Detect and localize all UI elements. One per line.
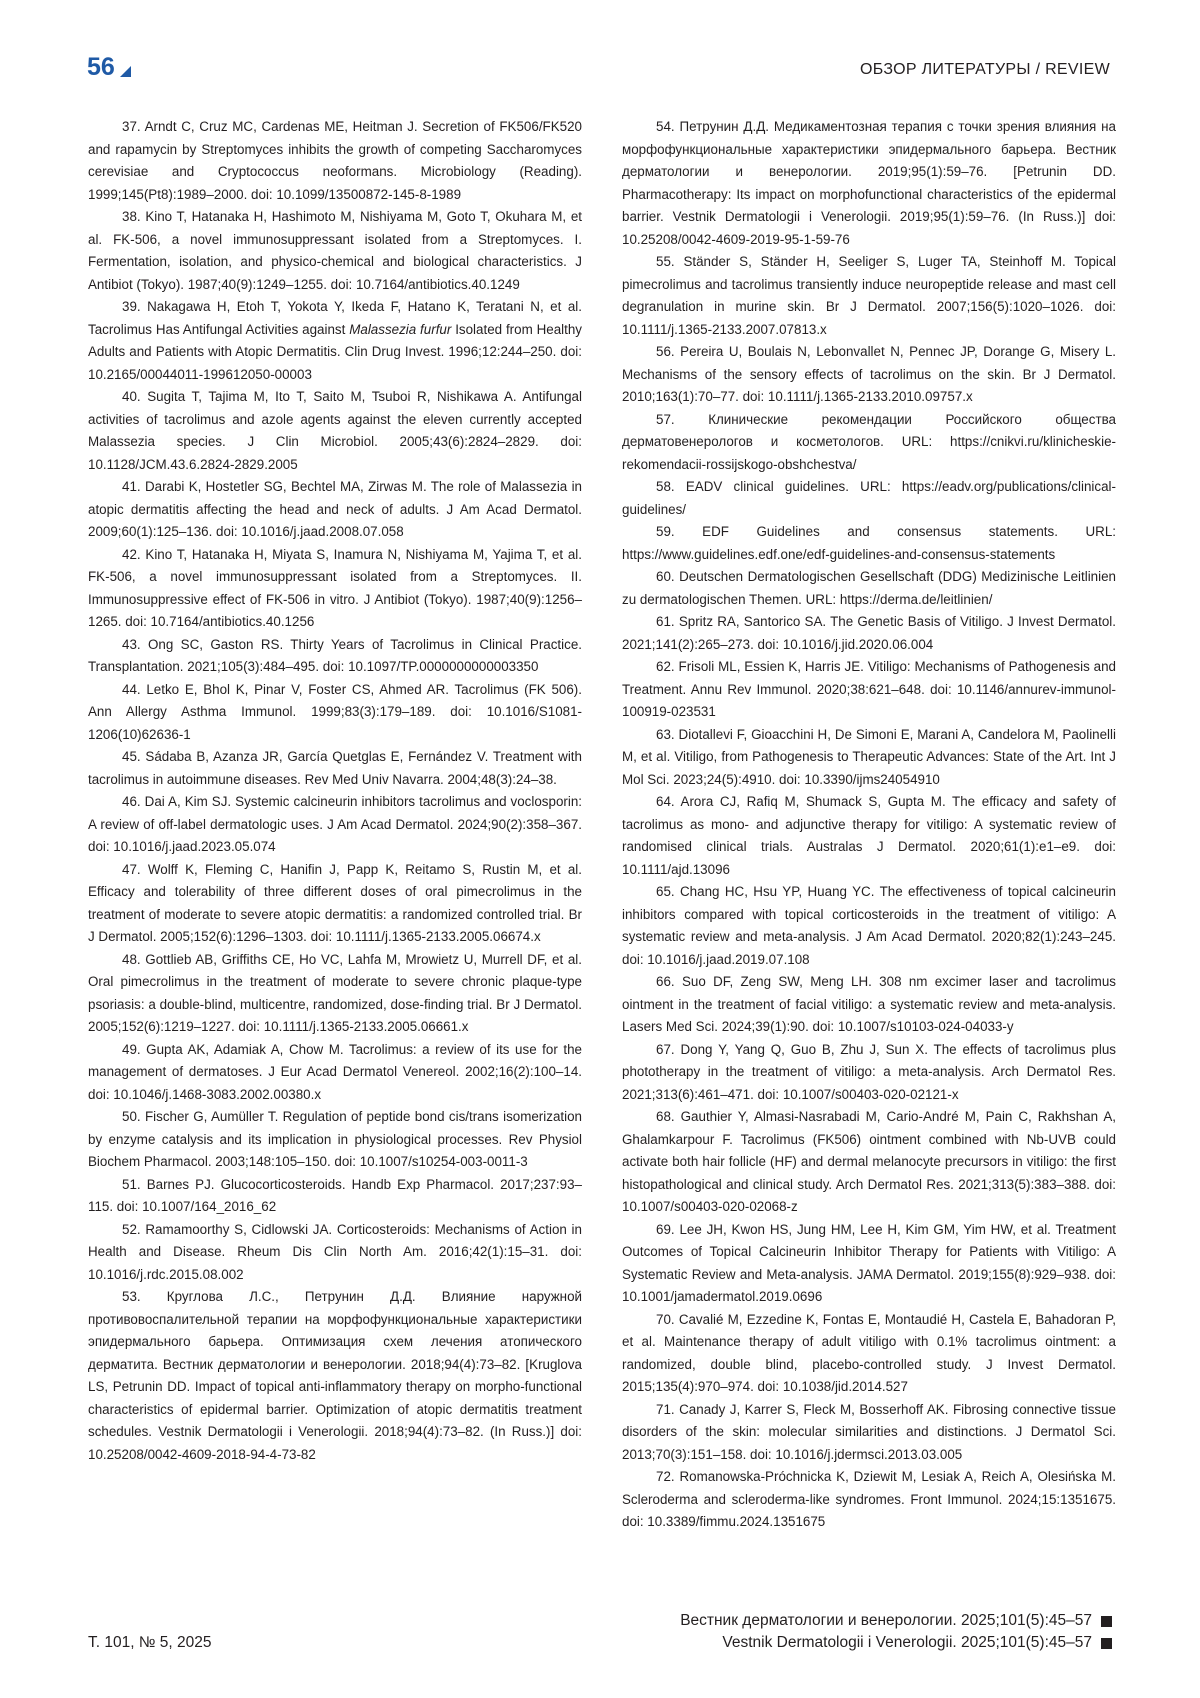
reference-item: 69. Lee JH, Kwon HS, Jung HM, Lee H, Kim GM, Yim HW, et al. Treatment Outcomes of Topical Calcineurin Inhibitor Therapy for Patients with Vitiligo: A Systematic Review and Meta-analysis. JAMA Dermatol. 2019;155(8):929–938. doi: 10.1001/jamadermatol.2019.0696	[622, 1221, 1116, 1304]
reference-item: 39. Nakagawa H, Etoh T, Yokota Y, Ikeda F, Hatano K, Teratani N, et al. Tacrolimus Has Antifungal Activities against Malassezia furfur Isolated from Healthy Adults and Patients with Atopic Dermatitis. Clin Drug Invest. 1996;12:244–250. doi: 10.2165/00044011-199612050-00003	[88, 299, 583, 382]
reference-item: 70. Cavalié M, Ezzedine K, Fontas E, Montaudié H, Castela E, Bahadoran P, et al. Maintenance therapy of adult vitiligo with 0.1% tacrolimus ointment: a randomized, double blind, placebo-controlled study. J Invest Dermatol. 2015;135(4):970–974. doi: 10.1038/jid.2014.527	[622, 1311, 1116, 1394]
reference-item: 41. Darabi K, Hostetler SG, Bechtel MA, Zirwas M. The role of Malassezia in atopic dermatitis affecting the head and neck of adults. J Am Acad Dermatol. 2009;60(1):125–136. doi: 10.1016/j.jaad.2008.07.058	[88, 479, 582, 539]
reference-item: 65. Chang HC, Hsu YP, Huang YC. The effectiveness of topical calcineurin inhibitors compared with topical corticosteroids in the treatment of vitiligo: A systematic review and meta-analysis. J Am Acad Dermatol. 2020;82(1):243–245. doi: 10.1016/j.jaad.2019.07.108	[622, 884, 1116, 967]
reference-item: 40. Sugita T, Tajima M, Ito T, Saito M, Tsuboi R, Nishikawa A. Antifungal activities of tacrolimus and azole agents against the eleven currently accepted Malassezia species. J Clin Microbiol. 2005;43(6):2824–2829. doi: 10.1128/JCM.43.6.2824-2829.2005	[88, 389, 582, 472]
reference-item: 49. Gupta AK, Adamiak A, Chow M. Tacrolimus: a review of its use for the management of dermatoses. J Eur Acad Dermatol Venereol. 2002;16(2):100–14. doi: 10.1046/j.1468-3083.2002.00380.x	[88, 1041, 582, 1102]
reference-item: 72. Romanowska-Próchnicka K, Dziewit M, Lesiak A, Reich A, Olesińska M. Scleroderma and scleroderma-like syndromes. Front Immunol. 2024;15:1351675. doi: 10.3389/fimmu.2024.1351675	[622, 1469, 1116, 1529]
reference-item: 50. Fischer G, Aumüller T. Regulation of peptide bond cis/trans isomerization by enzyme catalysis and its implication in physiological processes. Rev Physiol Biochem Pharmacol. 2003;148:105–150. doi: 10.1007/s10254-003-0011-3	[88, 1109, 582, 1169]
page-number-text: 56	[87, 53, 115, 81]
section-label: ОБЗОР ЛИТЕРАТУРЫ / REVIEW	[859, 61, 1110, 78]
reference-item: 61. Spritz RA, Santorico SA. The Genetic Basis of Vitiligo. J Invest Dermatol. 2021;141(2):265–273. doi: 10.1016/j.jid.2020.06.004	[622, 614, 1116, 652]
corner-triangle-icon	[120, 66, 131, 77]
footer-volume: Т. 101, № 5, 2025	[88, 1634, 212, 1651]
footer-journal-en: Vestnik Dermatologii i Venerologii. 2025;101(5):45–57	[680, 1632, 1112, 1654]
reference-item: 44. Letko E, Bhol K, Pinar V, Foster CS, Ahmed AR. Tacrolimus (FK 506). Ann Allergy Asthma Immunol. 1999;83(3):179–189. doi: 10.1016/S1081-1206(10)62636-1	[88, 681, 582, 742]
reference-item: 68. Gauthier Y, Almasi-Nasrabadi M, Cario-André M, Pain C, Rakhshan A, Ghalamkarpour F. Tacrolimus (FK506) ointment combined with Nb-UVB could activate both hair follicle (HF) and dermal melanocyte precursors in vitiligo: the first histopathological and clinical study. Arch Dermatol Res. 2021;313(5):383–388. doi: 10.1007/s00403-020-02068-z	[622, 1109, 1116, 1214]
reference-item: 52. Ramamoorthy S, Cidlowski JA. Corticosteroids: Mechanisms of Action in Health and Disease. Rheum Dis Clin North Am. 2016;42(1):15–31. doi: 10.1016/j.rdc.2015.08.002	[88, 1221, 582, 1282]
footer-journal-ru: Вестник дерматологии и венерологии. 2025;101(5):45–57	[680, 1610, 1112, 1632]
reference-item: 51. Barnes PJ. Glucocorticosteroids. Handb Exp Pharmacol. 2017;237:93–115. doi: 10.1007/164_2016_62	[88, 1176, 582, 1214]
references-column-left	[88, 116, 582, 1466]
species-name: Malassezia furfur	[349, 321, 452, 337]
reference-item: 63. Diotallevi F, Gioacchini H, De Simoni E, Marani A, Candelora M, Paolinelli M, et al. Vitiligo, from Pathogenesis to Therapeutic Advances: State of the Art. Int J Mol Sci. 2023;24(5):4910. doi: 10.3390/ijms24054910	[622, 726, 1116, 787]
page-number	[87, 52, 131, 82]
reference-item: 45. Sádaba B, Azanza JR, García Quetglas E, Fernández V. Treatment with tacrolimus in autoimmune diseases. Rev Med Univ Navarra. 2004;48(3):24–38.	[88, 749, 582, 787]
reference-item: 66. Suo DF, Zeng SW, Meng LH. 308 nm excimer laser and tacrolimus ointment in the treatment of facial vitiligo: a systematic review and meta-analysis. Lasers Med Sci. 2024;39(1):90. doi: 10.1007/s10103-024-04033-y	[622, 974, 1116, 1034]
reference-item: 56. Pereira U, Boulais N, Lebonvallet N, Pennec JP, Dorange G, Misery L. Mechanisms of the sensory effects of tacrolimus on the skin. Br J Dermatol. 2010;163(1):70–77. doi: 10.1111/j.1365-2133.2010.09757.x	[622, 344, 1116, 404]
reference-item: 53. Круглова Л.С., Петрунин Д.Д. Влияние наружной противовоспалительной терапии на морфофункциональные характеристики эпидермального барьера. Оптимизация схем лечения атопического дерматита. Вестник дерматологии и венерологии. 2018;94(4):73–82. [Kruglova LS, Petrunin DD. Impact of topical anti-inflammatory therapy on morpho-functional characteristics of epidermal barrier. Optimization of atopic dermatitis treatment schedules. Vestnik Dermatologii i Venerologii. 2018;94(4):73–82. (In Russ.)] doi: 10.25208/0042-4609-2018-94-4-73-82	[88, 1289, 582, 1462]
reference-item: 67. Dong Y, Yang Q, Guo B, Zhu J, Sun X. The effects of tacrolimus plus phototherapy in the treatment of vitiligo: a meta-analysis. Arch Dermatol Res. 2021;313(6):461–471. doi: 10.1007/s00403-020-02121-x	[622, 1041, 1116, 1102]
reference-item: 55. Ständer S, Ständer H, Seeliger S, Luger TA, Steinhoff M. Topical pimecrolimus and tacrolimus transiently induce neuropeptide release and mast cell degranulation in murine skin. Br J Dermatol. 2007;156(5):1020–1026. doi: 10.1111/j.1365-2133.2007.07813.x	[622, 254, 1116, 337]
square-bullet-icon	[1101, 1638, 1112, 1649]
reference-item: 54. Петрунин Д.Д. Медикаментозная терапия с точки зрения влияния на морфофункциональные характеристики эпидермального барьера. Вестник дерматологии и венерологии. 2019;95(1):59–76. [Petrunin DD. Pharmacotherapy: Its impact on morphofunctional characteristics of the epidermal barrier. Vestnik Dermatologii i Venerologii. 2019;95(1):59–76. (In Russ.)] doi: 10.25208/0042-4609-2019-95-1-59-76	[622, 119, 1116, 247]
reference-item: 47. Wolff K, Fleming C, Hanifin J, Papp K, Reitamo S, Rustin M, et al. Efficacy and tolerability of three different doses of oral pimecrolimus in the treatment of moderate to severe atopic dermatitis: a randomized controlled trial. Br J Dermatol. 2005;152(6):1296–1303. doi: 10.1111/j.1365-2133.2005.06674.x	[88, 861, 582, 944]
reference-item: 58. EADV clinical guidelines. URL: https://eadv.org/publications/clinical-guidelines/	[622, 479, 1116, 517]
references-column-right	[622, 116, 1116, 1534]
reference-item: 60. Deutschen Dermatologischen Gesellschaft (DDG) Medizinische Leitlinien zu dermatologischen Themen. URL: https://derma.de/leitlinien/	[622, 569, 1116, 607]
reference-item: 37. Arndt C, Cruz MC, Cardenas ME, Heitman J. Secretion of FK506/FK520 and rapamycin by Streptomyces inhibits the growth of competing Saccharomyces cerevisiae and Cryptococcus neoformans. Microbiology (Reading). 1999;145(Pt8):1989–2000. doi: 10.1099/13500872-145-8-1989	[88, 119, 582, 202]
reference-item: 62. Frisoli ML, Essien K, Harris JE. Vitiligo: Mechanisms of Pathogenesis and Treatment. Annu Rev Immunol. 2020;38:621–648. doi: 10.1146/annurev-immunol-100919-023531	[622, 659, 1116, 719]
reference-item: 64. Arora CJ, Rafiq M, Shumack S, Gupta M. The efficacy and safety of tacrolimus as mono- and adjunctive therapy for vitiligo: A systematic review of randomised clinical trials. Australas J Dermatol. 2020;61(1):e1–e9. doi: 10.1111/ajd.13096	[622, 794, 1117, 877]
reference-item: 57. Клинические рекомендации Российского общества дерматовенерологов и косметологов. URL: https://cnikvi.ru/klinicheskie-rekomendacii-rossijskogo-obshchestva/	[622, 411, 1116, 472]
reference-item: 38. Kino T, Hatanaka H, Hashimoto M, Nishiyama M, Goto T, Okuhara M, et al. FK-506, a novel immunosuppressant isolated from a Streptomyces. I. Fermentation, isolation, and physico-chemical and biological characteristics. J Antibiot (Tokyo). 1987;40(9):1249–1255. doi: 10.7164/antibiotics.40.1249	[88, 209, 582, 292]
reference-item: 43. Ong SC, Gaston RS. Thirty Years of Tacrolimus in Clinical Practice. Transplantation. 2021;105(3):484–495. doi: 10.1097/TP.0000000000003350	[88, 636, 582, 674]
reference-item: 42. Kino T, Hatanaka H, Miyata S, Inamura N, Nishiyama M, Yajima T, et al. FK-506, a novel immunosuppressant isolated from a Streptomyces. II. Immunosuppressive effect of FK-506 in vitro. J Antibiot (Tokyo). 1987;40(9):1256–1265. doi: 10.7164/antibiotics.40.1256	[88, 546, 582, 629]
reference-item: 48. Gottlieb AB, Griffiths CE, Ho VC, Lahfa M, Mrowietz U, Murrell DF, et al. Oral pimecrolimus in the treatment of moderate to severe chronic plaque-type psoriasis: a double-blind, multicentre, randomized, dose-finding trial. Br J Dermatol. 2005;152(6):1219–1227. doi: 10.1111/j.1365-2133.2005.06661.x	[88, 951, 582, 1034]
reference-item: 46. Dai A, Kim SJ. Systemic calcineurin inhibitors tacrolimus and voclosporin: A review of off-label dermatologic uses. J Am Acad Dermatol. 2024;90(2):358–367. doi: 10.1016/j.jaad.2023.05.074	[88, 794, 582, 854]
reference-item: 71. Canady J, Karrer S, Fleck M, Bosserhoff AK. Fibrosing connective tissue disorders of the skin: molecular similarities and distinctions. J Dermatol Sci. 2013;70(3):151–158. doi: 10.1016/j.jdermsci.2013.03.005	[622, 1401, 1116, 1462]
reference-item: 59. EDF Guidelines and consensus statements. URL: https://www.guidelines.edf.one/edf-guidelines-and-consensus-statements	[622, 524, 1116, 562]
footer-journal-citation	[680, 1610, 1112, 1654]
square-bullet-icon	[1101, 1616, 1112, 1627]
